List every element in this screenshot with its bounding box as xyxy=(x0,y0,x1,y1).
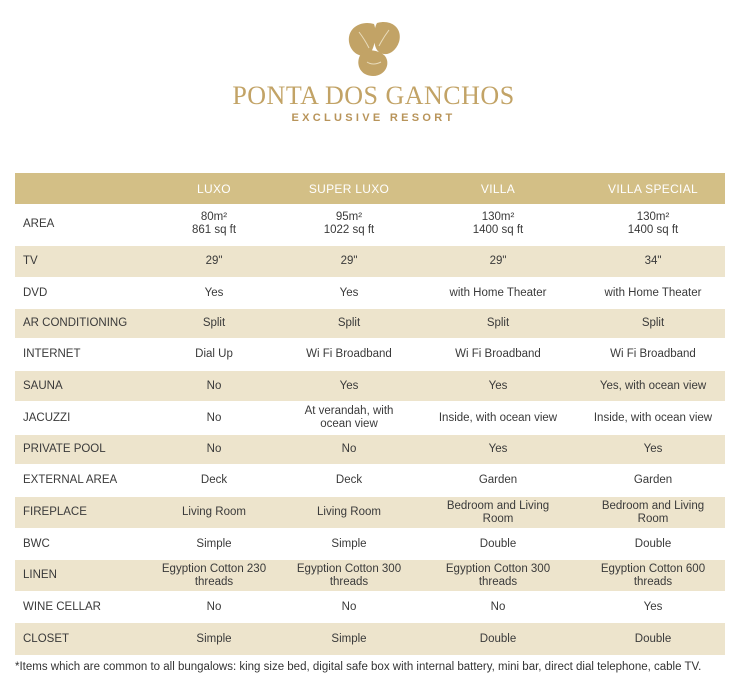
table-cell: 29" xyxy=(283,245,415,278)
table-row xyxy=(15,402,725,434)
table-cell: Split xyxy=(581,308,725,339)
table-cell: Simple xyxy=(283,529,415,559)
resort-logo xyxy=(0,18,747,124)
table-cell: Garden xyxy=(581,465,725,496)
row-label: CLOSET xyxy=(15,622,145,655)
table-cell: Garden xyxy=(415,465,581,496)
table-cell: Yes xyxy=(283,278,415,308)
table-row xyxy=(15,339,725,370)
table-row xyxy=(15,496,725,529)
brand-name: PONTA DOS GANCHOS xyxy=(232,81,515,110)
table-cell: Inside, with ocean view xyxy=(415,402,581,434)
table-cell: Yes xyxy=(415,434,581,465)
table-row xyxy=(15,278,725,308)
table-cell: No xyxy=(145,402,283,434)
table-row xyxy=(15,245,725,278)
table-cell: Double xyxy=(415,529,581,559)
bungalow-comparison-table xyxy=(15,173,725,655)
table-row xyxy=(15,204,725,245)
table-cell: No xyxy=(415,592,581,622)
row-label: EXTERNAL AREA xyxy=(15,465,145,496)
table-row xyxy=(15,308,725,339)
table-cell: Yes xyxy=(145,278,283,308)
table-header-row xyxy=(15,173,725,204)
table-cell: 80m² 861 sq ft xyxy=(191,211,237,236)
row-label: TV xyxy=(15,245,145,278)
column-header-blank xyxy=(15,173,145,204)
table-cell: 34" xyxy=(581,245,725,278)
table-row xyxy=(15,622,725,655)
brand-subtitle: EXCLUSIVE RESORT xyxy=(291,112,456,124)
table-cell: Split xyxy=(145,308,283,339)
table-cell: Dial Up xyxy=(145,339,283,370)
table-cell: Split xyxy=(415,308,581,339)
table-cell: Simple xyxy=(283,622,415,655)
table-cell: Double xyxy=(581,529,725,559)
table-cell: 130m² 1400 sq ft xyxy=(472,211,524,236)
table-cell: Simple xyxy=(145,622,283,655)
table-row xyxy=(15,465,725,496)
table-cell: No xyxy=(145,592,283,622)
table-cell: No xyxy=(283,434,415,465)
table-cell: Yes, with ocean view xyxy=(581,370,725,402)
table-cell: Egyption Cotton 230 threads xyxy=(145,559,283,592)
table-cell: Living Room xyxy=(283,496,415,529)
table-cell: Wi Fi Broadband xyxy=(415,339,581,370)
row-label: PRIVATE POOL xyxy=(15,434,145,465)
table-cell: Egyption Cotton 600 threads xyxy=(581,559,725,592)
table-cell: Double xyxy=(581,622,725,655)
table-cell: with Home Theater xyxy=(581,278,725,308)
row-label: FIREPLACE xyxy=(15,496,145,529)
table-cell: with Home Theater xyxy=(415,278,581,308)
table-row xyxy=(15,529,725,559)
table-cell: Egyption Cotton 300 threads xyxy=(283,559,415,592)
table-cell: Inside, with ocean view xyxy=(581,402,725,434)
column-header: SUPER LUXO xyxy=(283,173,415,204)
footnote: *Items which are common to all bungalows: king size bed, digital safe box with internal battery, mini bar, direct dial telephone, cable TV. xyxy=(15,661,702,673)
table-cell: Split xyxy=(283,308,415,339)
table-cell: 29" xyxy=(415,245,581,278)
table-cell: Double xyxy=(415,622,581,655)
table-cell: Bedroom and Living Room xyxy=(415,496,581,529)
table-cell: 29" xyxy=(145,245,283,278)
row-label: BWC xyxy=(15,529,145,559)
table-cell: Deck xyxy=(283,465,415,496)
column-header: LUXO xyxy=(145,173,283,204)
table-cell: Yes xyxy=(581,434,725,465)
table-cell: Egyption Cotton 300 threads xyxy=(415,559,581,592)
table-cell: No xyxy=(145,370,283,402)
table-cell: Wi Fi Broadband xyxy=(283,339,415,370)
row-label: JACUZZI xyxy=(15,402,145,434)
table-cell: Bedroom and Living Room xyxy=(581,496,725,529)
table-cell: No xyxy=(283,592,415,622)
table-row xyxy=(15,370,725,402)
row-label: LINEN xyxy=(15,559,145,592)
table-cell: No xyxy=(145,434,283,465)
row-label: INTERNET xyxy=(15,339,145,370)
table-row xyxy=(15,434,725,465)
table-cell: Yes xyxy=(581,592,725,622)
table-cell: At verandah, with ocean view xyxy=(283,402,415,434)
shell-leaf-icon xyxy=(339,18,409,80)
table-cell: Wi Fi Broadband xyxy=(581,339,725,370)
row-label: AREA xyxy=(23,217,55,230)
table-cell: 130m² 1400 sq ft xyxy=(627,211,679,236)
table-cell: Deck xyxy=(145,465,283,496)
row-label: SAUNA xyxy=(15,370,145,402)
table-cell: Simple xyxy=(145,529,283,559)
row-label: DVD xyxy=(15,278,145,308)
table-row xyxy=(15,559,725,592)
table-row xyxy=(15,592,725,622)
row-label: WINE CELLAR xyxy=(15,592,145,622)
column-header: VILLA SPECIAL xyxy=(581,173,725,204)
table-cell: Yes xyxy=(283,370,415,402)
table-cell: Living Room xyxy=(145,496,283,529)
row-label: AR CONDITIONING xyxy=(15,308,145,339)
table-cell: Yes xyxy=(415,370,581,402)
column-header: VILLA xyxy=(415,173,581,204)
table-cell: 95m² 1022 sq ft xyxy=(323,211,375,236)
